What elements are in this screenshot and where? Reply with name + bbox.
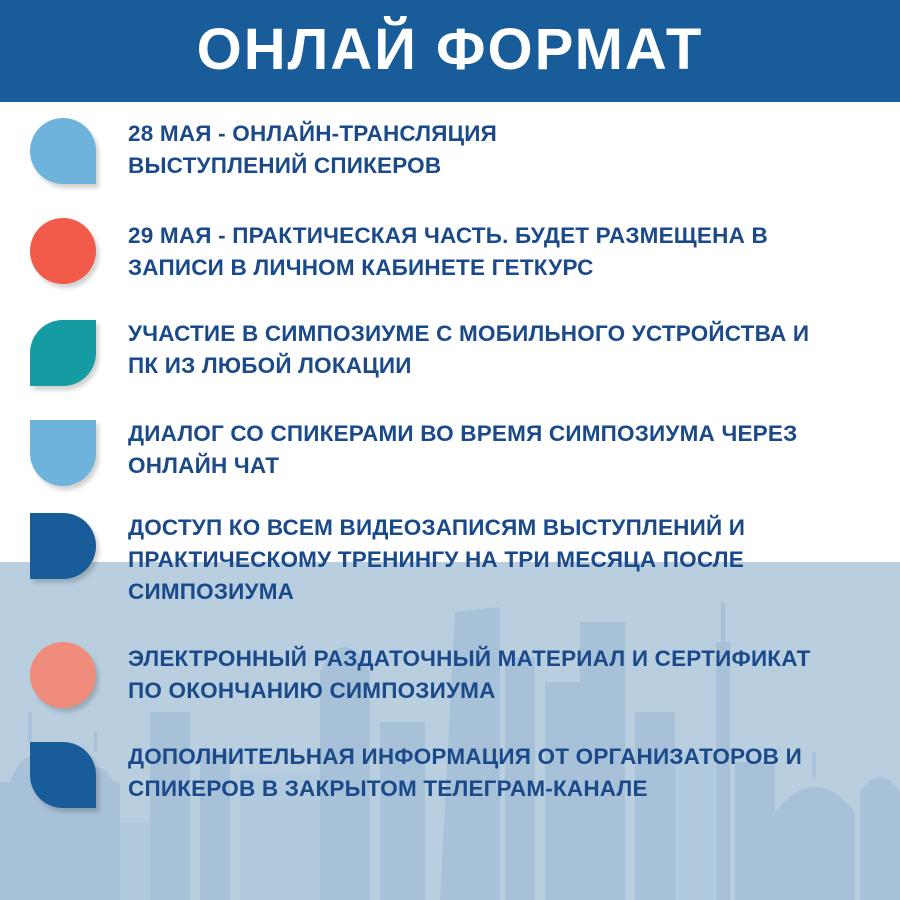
dark-blue-leaf-icon xyxy=(30,742,96,808)
teal-leaf-icon xyxy=(30,320,96,386)
list-item-text xyxy=(128,318,868,382)
list-item-line: ЗАПИСИ В ЛИЧНОМ КАБИНЕТЕ ГЕТКУРС xyxy=(128,255,594,280)
light-blue-u-shape-icon xyxy=(30,420,96,486)
city-skyline-illustration xyxy=(0,562,900,900)
list-item-line: СПИКЕРОВ В ЗАКРЫТОМ ТЕЛЕГРАМ-КАНАЛЕ xyxy=(128,776,648,801)
list-item-text xyxy=(128,741,868,805)
list-item-text xyxy=(128,512,868,608)
page-title: ОНЛАЙ ФОРМАТ xyxy=(196,16,704,82)
list-item-line: ДОПОЛНИТЕЛЬНАЯ ИНФОРМАЦИЯ ОТ ОРГАНИЗАТОРОВ И xyxy=(128,744,802,769)
list-item-text xyxy=(128,220,868,284)
list-item-text xyxy=(128,118,868,182)
list-item-line: ЭЛЕКТРОННЫЙ РАЗДАТОЧНЫЙ МАТЕРИАЛ И СЕРТИФИКАТ xyxy=(128,646,811,671)
list-item-line: УЧАСТИЕ В СИМПОЗИУМЕ С МОБИЛЬНОГО УСТРОЙСТВА И xyxy=(128,321,810,346)
list-item-line: 29 МАЯ - ПРАКТИЧЕСКАЯ ЧАСТЬ. БУДЕТ РАЗМЕЩЕНА В xyxy=(128,223,768,248)
header-banner xyxy=(0,0,900,102)
dark-blue-d-shape-icon xyxy=(30,513,96,579)
list-item-line: ПРАКТИЧЕСКОМУ ТРЕНИНГУ НА ТРИ МЕСЯЦА ПОСЛЕ xyxy=(128,547,744,572)
red-circle-icon xyxy=(30,218,96,284)
list-item-text xyxy=(128,643,868,707)
list-item-line: ДОСТУП КО ВСЕМ ВИДЕОЗАПИСЯМ ВЫСТУПЛЕНИЙ И xyxy=(128,515,746,540)
list-item-line: ПО ОКОНЧАНИЮ СИМПОЗИУМА xyxy=(128,678,496,703)
list-item-line: ДИАЛОГ СО СПИКЕРАМИ ВО ВРЕМЯ СИМПОЗИУМА ЧЕРЕЗ xyxy=(128,421,798,446)
list-item-text xyxy=(128,418,868,482)
list-item-line: СИМПОЗИУМА xyxy=(128,579,295,604)
light-blue-drop-icon xyxy=(30,118,96,184)
list-item-line: ПК ИЗ ЛЮБОЙ ЛОКАЦИИ xyxy=(128,353,412,378)
list-item-line: 28 МАЯ - ОНЛАЙН-ТРАНСЛЯЦИЯ xyxy=(128,121,498,146)
list-item-line: ОНЛАЙН ЧАТ xyxy=(128,453,280,478)
list-item-line: ВЫСТУПЛЕНИЙ СПИКЕРОВ xyxy=(128,153,442,178)
salmon-circle-icon xyxy=(30,642,96,708)
